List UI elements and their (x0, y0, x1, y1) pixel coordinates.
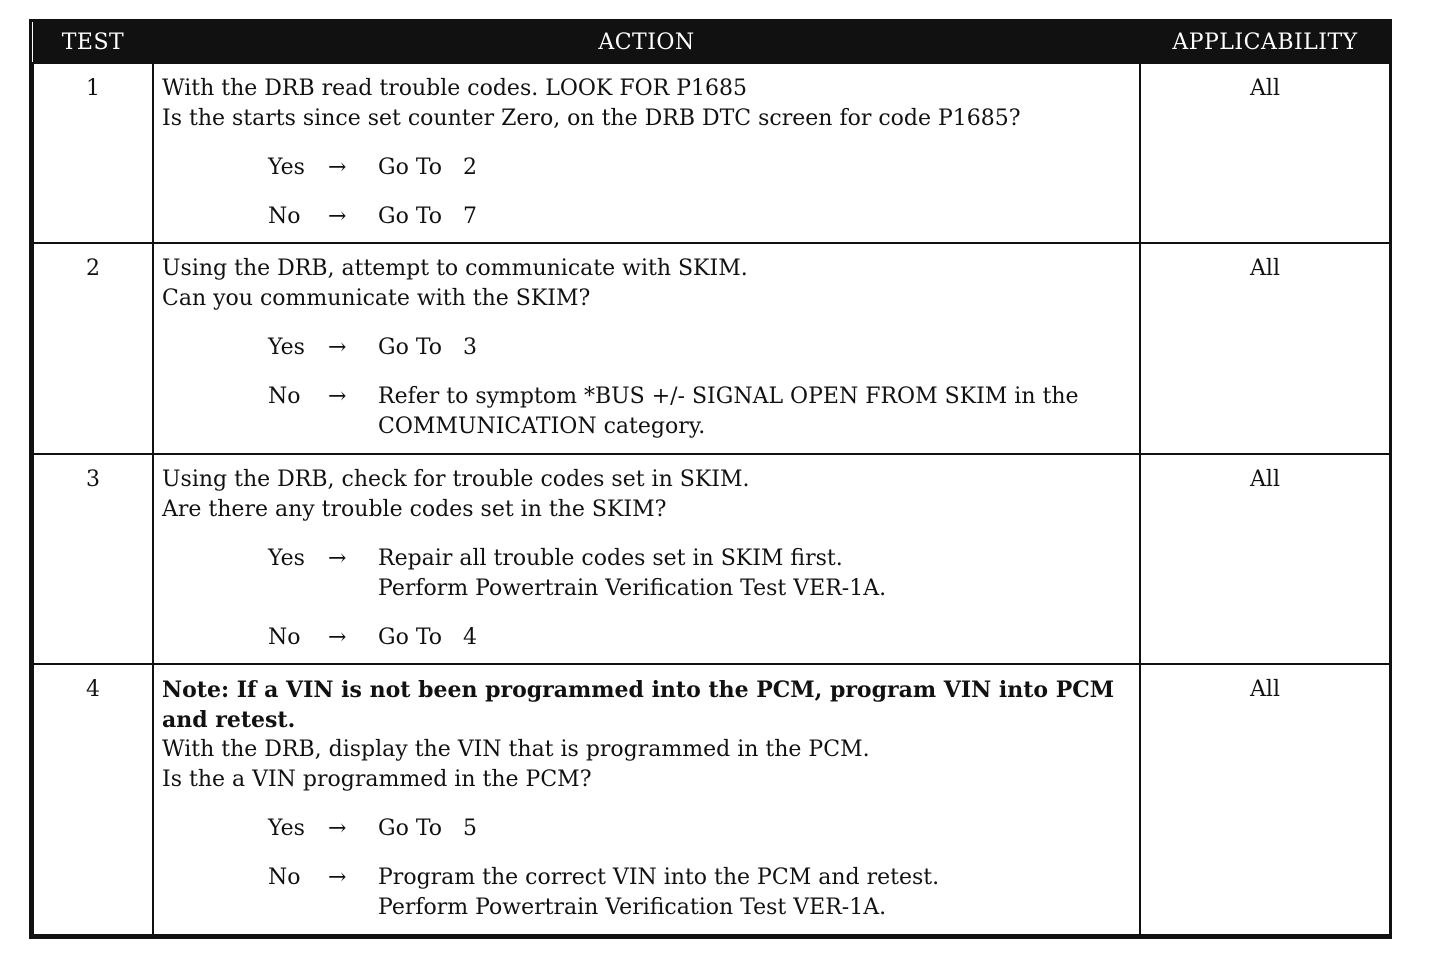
yes-label: Yes (268, 816, 305, 841)
action-cell (153, 243, 1140, 454)
header-test: TEST (33, 22, 153, 63)
diagnostic-test-table (29, 19, 1392, 939)
yes-label: Yes (268, 335, 305, 360)
action-cell (153, 63, 1140, 243)
yes-option (268, 333, 1131, 363)
table-header-row (33, 22, 1390, 63)
no-label: No (268, 384, 301, 409)
action-cell (153, 454, 1140, 664)
no-result: Refer to symptom *BUS +/- SIGNAL OPEN FROM SKIM in the COMMUNICATION category. (378, 384, 1079, 439)
yes-label: Yes (268, 155, 305, 180)
action-line: Using the DRB, check for trouble codes set in SKIM. (162, 467, 750, 492)
applicability-cell: All (1140, 454, 1390, 664)
no-option (268, 382, 1131, 442)
header-action: ACTION (153, 22, 1140, 63)
no-option (268, 202, 1131, 232)
applicability-cell: All (1140, 243, 1390, 454)
arrow-icon: → (328, 155, 347, 180)
test-number: 2 (33, 243, 153, 454)
no-result: Go To 7 (378, 204, 477, 229)
action-line: With the DRB read trouble codes. LOOK FOR P1685 (162, 76, 747, 101)
test-number: 1 (33, 63, 153, 243)
applicability-cell: All (1140, 63, 1390, 243)
action-line: With the DRB, display the VIN that is programmed in the PCM. (162, 737, 870, 762)
no-result: Go To 4 (378, 625, 477, 650)
action-line: Are there any trouble codes set in the SKIM? (162, 497, 667, 522)
arrow-icon: → (328, 865, 347, 890)
yes-result: Go To 5 (378, 816, 477, 841)
test-number: 3 (33, 454, 153, 664)
header-applicability: APPLICABILITY (1140, 22, 1390, 63)
arrow-icon: → (328, 625, 347, 650)
yes-result: Go To 3 (378, 335, 477, 360)
yes-result: Go To 2 (378, 155, 477, 180)
no-label: No (268, 625, 301, 650)
yes-label: Yes (268, 546, 305, 571)
arrow-icon: → (328, 816, 347, 841)
yes-result: Repair all trouble codes set in SKIM first. Perform Powertrain Verification Test VER-1A. (378, 546, 887, 601)
action-line: Can you communicate with the SKIM? (162, 286, 591, 311)
table-row (33, 454, 1390, 664)
test-number: 4 (33, 664, 153, 935)
action-cell (153, 664, 1140, 935)
action-line: Is the a VIN programmed in the PCM? (162, 767, 592, 792)
table-row (33, 664, 1390, 935)
action-line: Using the DRB, attempt to communicate with SKIM. (162, 256, 748, 281)
table-row (33, 243, 1390, 454)
note-text: Note: If a VIN is not been programmed into the PCM, program VIN into PCM and retest. (162, 677, 1115, 733)
no-result: Program the correct VIN into the PCM and retest. Perform Powertrain Verification Test VER-1A. (378, 865, 940, 920)
applicability-cell: All (1140, 664, 1390, 935)
arrow-icon: → (328, 335, 347, 360)
action-line: Is the starts since set counter Zero, on the DRB DTC screen for code P1685? (162, 106, 1021, 131)
no-option (268, 863, 1131, 923)
arrow-icon: → (328, 204, 347, 229)
arrow-icon: → (328, 546, 347, 571)
yes-option (268, 814, 1131, 844)
yes-option (268, 544, 1131, 604)
yes-option (268, 153, 1131, 183)
table-row (33, 63, 1390, 243)
no-option (268, 623, 1131, 653)
no-label: No (268, 865, 301, 890)
no-label: No (268, 204, 301, 229)
arrow-icon: → (328, 384, 347, 409)
